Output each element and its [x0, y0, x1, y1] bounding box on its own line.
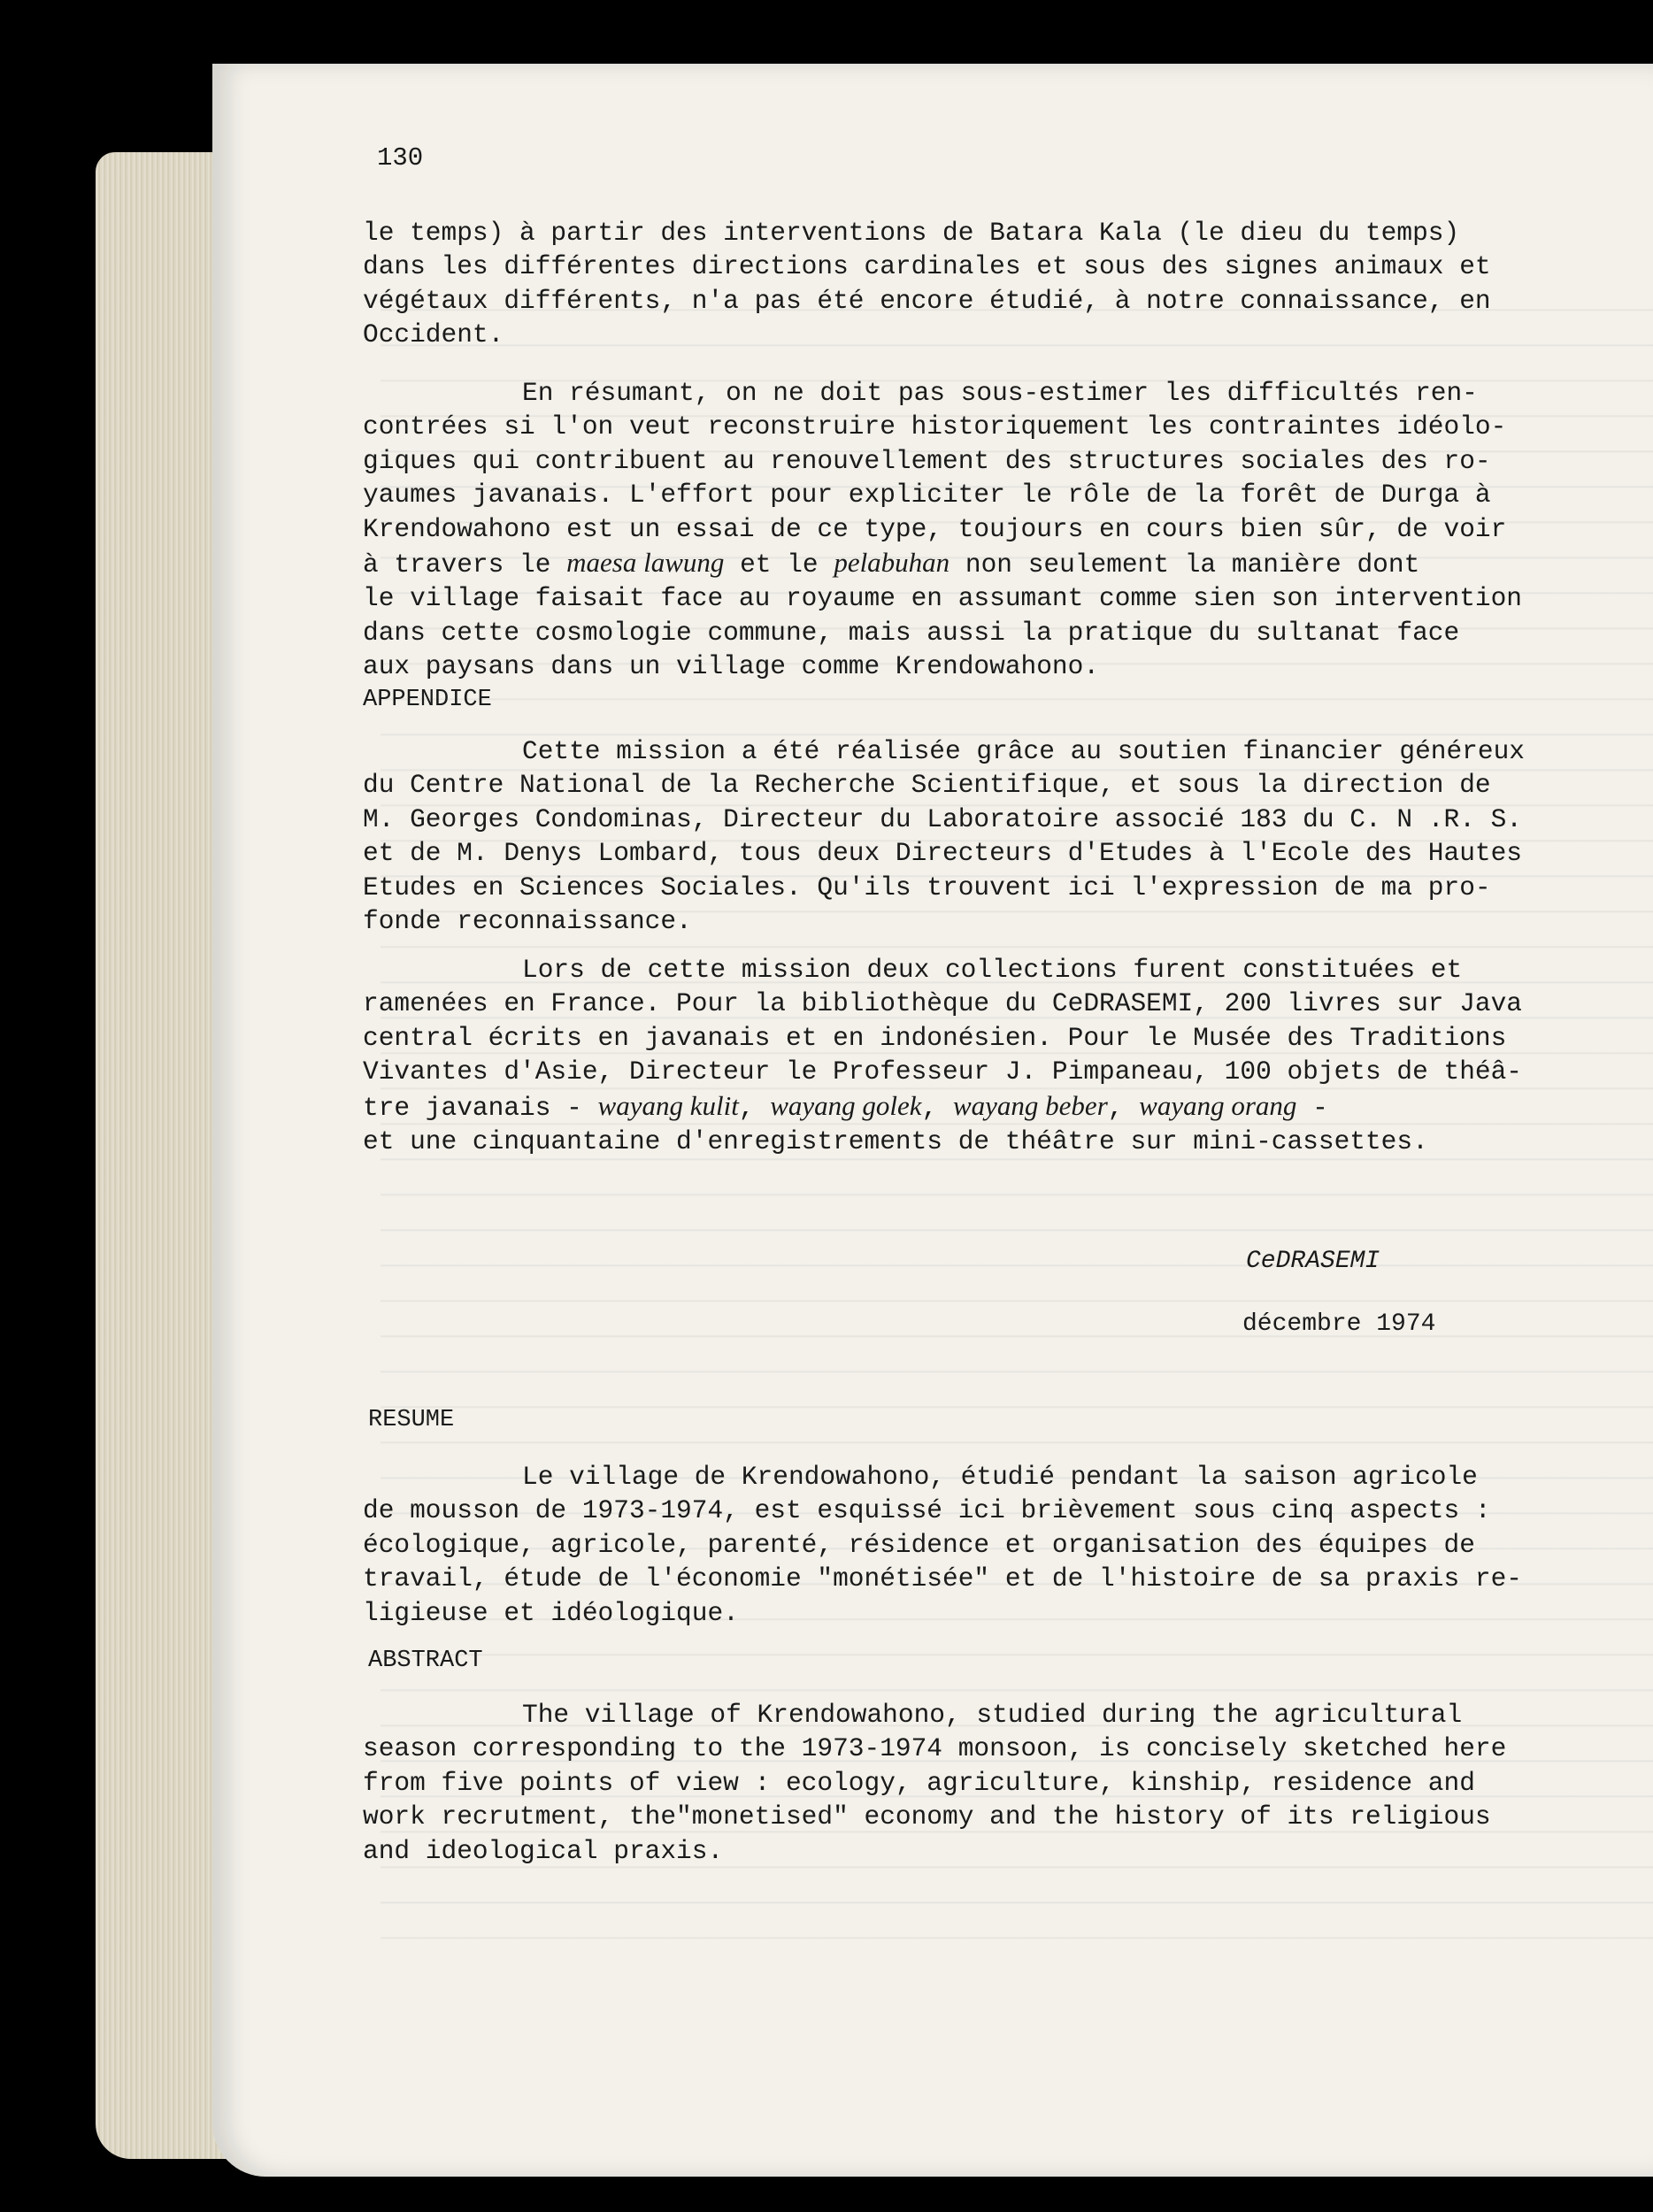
text-line: fonde reconnaissance.: [363, 906, 692, 937]
signature-org: CeDRASEMI: [1246, 1248, 1380, 1275]
text-line: Le village de Krendowahono, étudié pendant la saison agricole: [522, 1462, 1478, 1492]
intro-paragraph: [363, 216, 1491, 352]
text-line: contrées si l'on veut reconstruire historiquement les contraintes idéolo-: [363, 411, 1507, 442]
resume-paragraph: [363, 1460, 1523, 1630]
text-line: yaumes javanais. L'effort pour expliciter le rôle de la forêt de Durga à: [363, 480, 1491, 511]
text-line: giques qui contribuent au renouvellement des structures sociales des ro-: [363, 445, 1491, 476]
italic-term: wayang kulit: [597, 1089, 739, 1121]
text-line: ligieuse et idéologique.: [363, 1597, 739, 1628]
text-line: dans les différentes directions cardinales et sous des signes animaux et: [363, 251, 1491, 282]
italic-term: wayang orang: [1139, 1089, 1297, 1121]
resume-heading: RESUME: [368, 1407, 455, 1433]
text-line: Vivantes d'Asie, Directeur le Professeur J. Pimpaneau, 100 objets de théâ-: [363, 1056, 1523, 1087]
text-line: from five points of view : ecology, agriculture, kinship, residence and: [363, 1767, 1475, 1798]
text-line: le village faisait face au royaume en assumant comme sien son intervention: [363, 583, 1523, 614]
text-line: M. Georges Condominas, Directeur du Laboratoire associé 183 du C. N .R. S.: [363, 803, 1523, 834]
appendice-paragraph-1: [363, 734, 1525, 938]
text-line: work recrutment, the"monetised" economy and the history of its religious: [363, 1801, 1491, 1832]
page-number: 130: [377, 143, 424, 173]
text-line: The village of Krendowahono, studied during the agricultural: [522, 1700, 1463, 1730]
italic-term: maesa lawung: [566, 547, 725, 579]
appendice-heading: APPENDICE: [363, 687, 492, 713]
text-line: central écrits en javanais et en indonésien. Pour le Musée des Traditions: [363, 1022, 1507, 1053]
text-line-with-italics: à travers le maesa lawung et le pelabuhan non seulement la manière dont: [363, 547, 1420, 580]
abstract-heading: ABSTRACT: [368, 1647, 483, 1674]
text-line: de mousson de 1973-1974, est esquissé ici brièvement sous cinq aspects :: [363, 1495, 1491, 1526]
appendice-paragraph-2: [363, 953, 1523, 1158]
text-line: ramenées en France. Pour la bibliothèque du CeDRASEMI, 200 livres sur Java: [363, 988, 1523, 1019]
text-line: Cette mission a été réalisée grâce au soutien financier généreux: [522, 736, 1525, 766]
text-line: season corresponding to the 1973-1974 monsoon, is concisely sketched here: [363, 1733, 1507, 1764]
text-line: et de M. Denys Lombard, tous deux Directeurs d'Etudes à l'Ecole des Hautes: [363, 838, 1523, 869]
text-line: aux paysans dans un village comme Krendowahono.: [363, 651, 1100, 682]
text-line-with-italics: tre javanais - wayang kulit, wayang golek, wayang beber, wayang orang -: [363, 1089, 1328, 1123]
abstract-paragraph: [363, 1698, 1507, 1868]
text-line: En résumant, on ne doit pas sous-estimer les difficultés ren-: [522, 378, 1478, 408]
text-line: travail, étude de l'économie "monétisée" et de l'histoire de sa praxis re-: [363, 1563, 1523, 1594]
text-line: dans cette cosmologie commune, mais aussi la pratique du sultanat face: [363, 617, 1460, 648]
italic-term: pelabuhan: [834, 547, 950, 579]
text-line: Krendowahono est un essai de ce type, toujours en cours bien sûr, de voir: [363, 513, 1507, 544]
text-line: écologique, agricole, parenté, résidence et organisation des équipes de: [363, 1529, 1475, 1560]
text-line: et une cinquantaine d'enregistrements de théâtre sur mini-cassettes.: [363, 1126, 1428, 1157]
text-line: végétaux différents, n'a pas été encore étudié, à notre connaissance, en: [363, 285, 1491, 316]
italic-term: wayang beber: [952, 1089, 1108, 1121]
text-line: and ideological praxis.: [363, 1835, 724, 1866]
text-line: du Centre National de la Recherche Scientifique, et sous la direction de: [363, 770, 1491, 801]
signature-date: décembre 1974: [1242, 1310, 1436, 1338]
summary-paragraph: [363, 376, 1523, 684]
text-line: Occident.: [363, 319, 504, 350]
text-line: Lors de cette mission deux collections furent constituées et: [522, 955, 1463, 985]
text-line: le temps) à partir des interventions de Batara Kala (le dieu du temps): [363, 218, 1460, 248]
italic-term: wayang golek: [770, 1089, 922, 1121]
text-line: Etudes en Sciences Sociales. Qu'ils trouvent ici l'expression de ma pro-: [363, 872, 1491, 902]
